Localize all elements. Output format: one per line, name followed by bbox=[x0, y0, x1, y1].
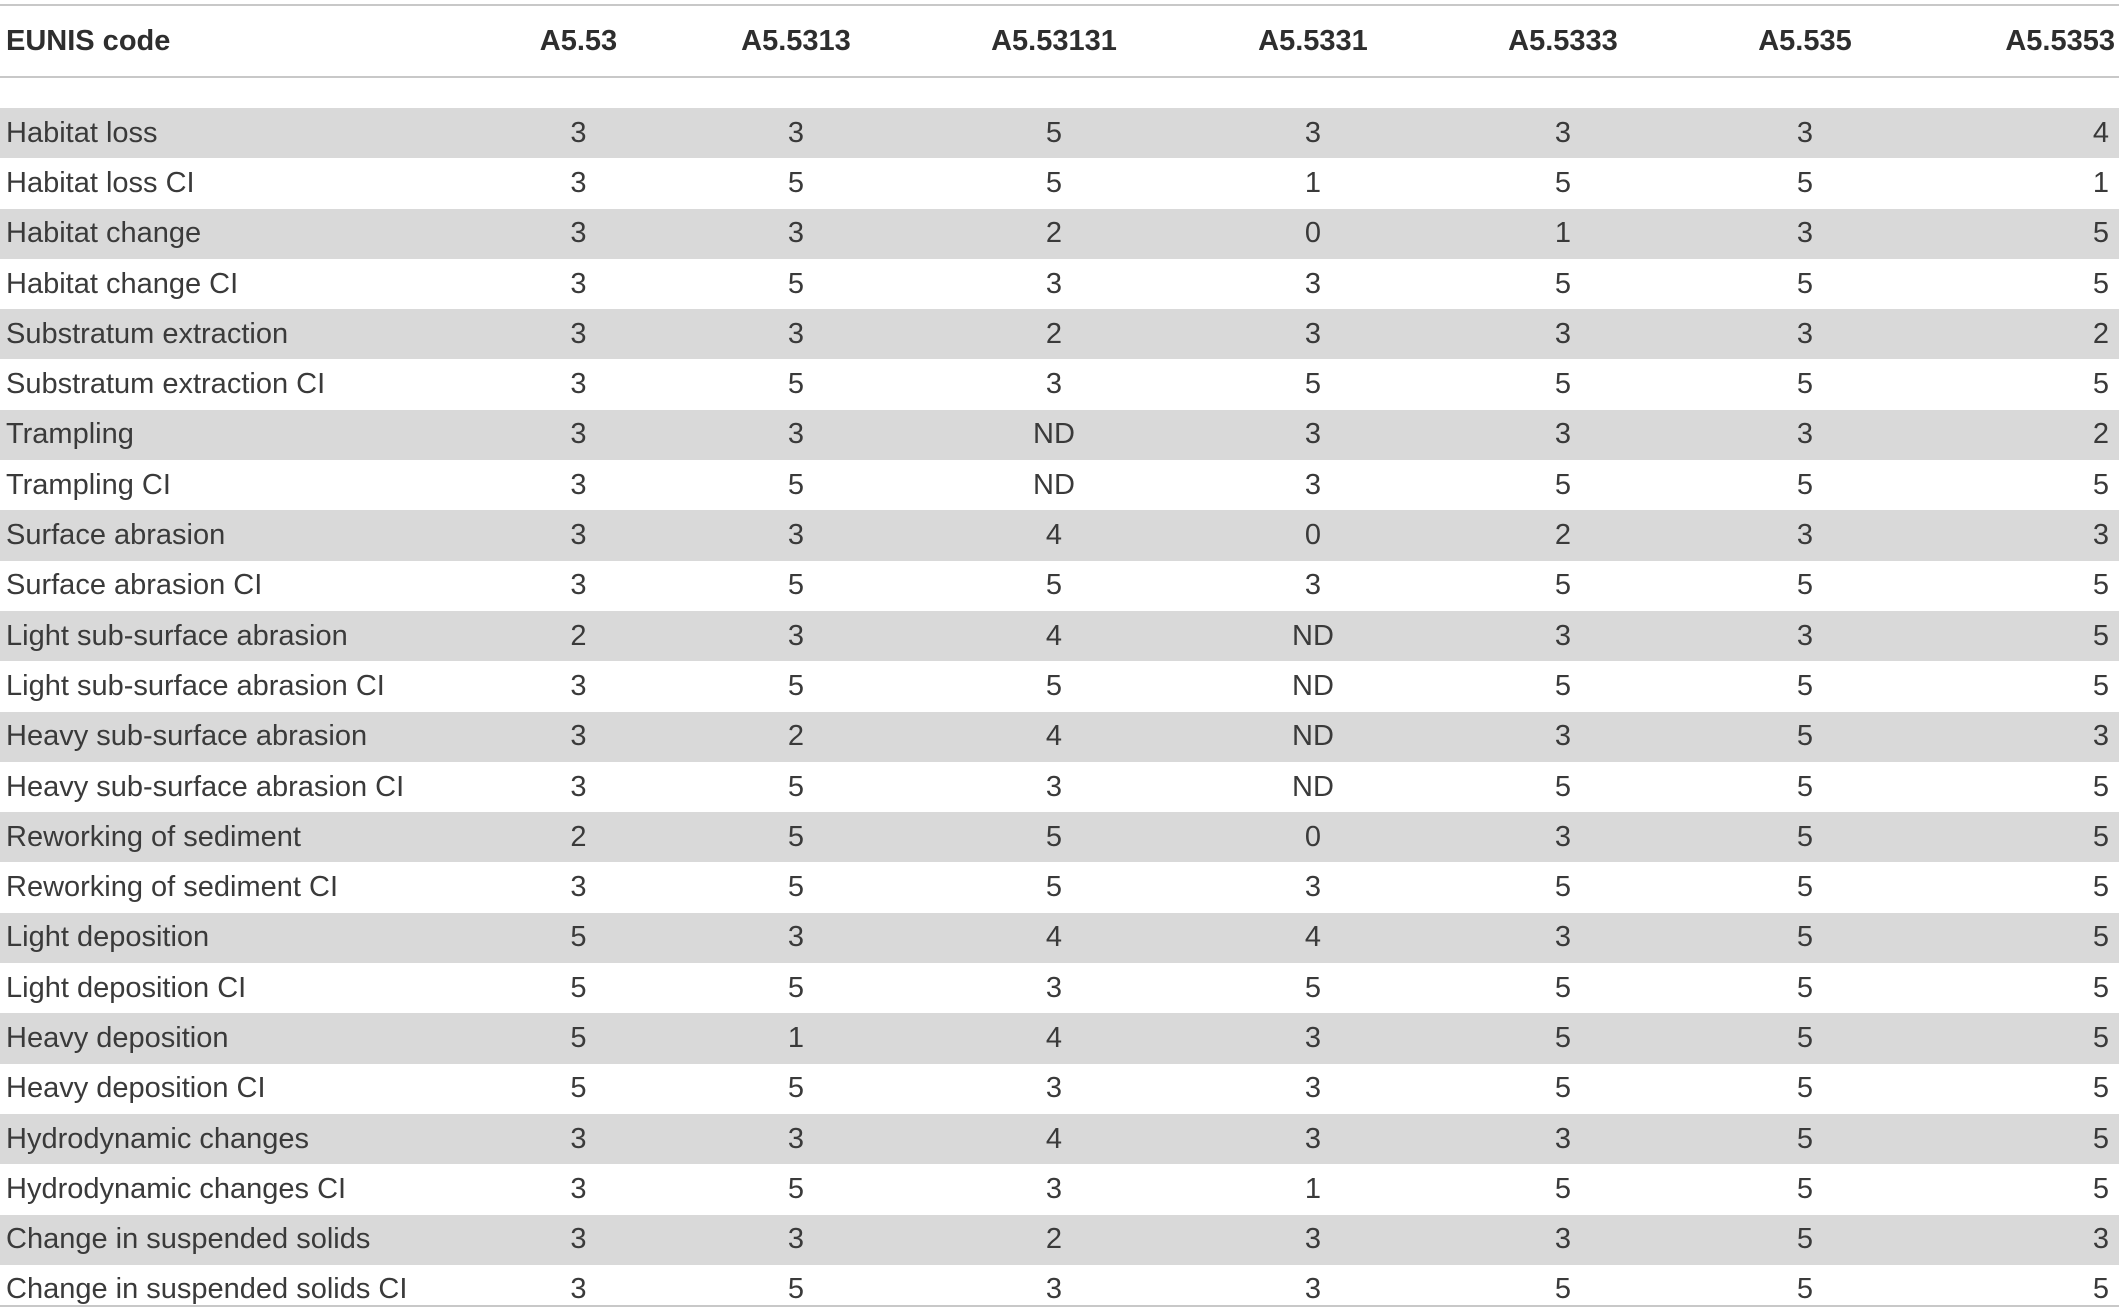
table-cell: 5 bbox=[1304, 971, 1322, 1004]
table-cell: 2 bbox=[915, 1215, 1193, 1265]
table-cell: 5 bbox=[915, 812, 1193, 862]
table-cell: 3 bbox=[480, 309, 677, 359]
table-cell: 5 bbox=[787, 770, 805, 803]
table-cell: 3 bbox=[677, 410, 915, 460]
header-column: A5.5353 bbox=[2005, 24, 2115, 57]
table-cell: 2 bbox=[915, 309, 1193, 359]
table-cell: 5 bbox=[1796, 1172, 1814, 1205]
table-cell: 3 bbox=[1433, 913, 1693, 963]
table-cell: 3 bbox=[570, 1172, 587, 1205]
table-cell: 3 bbox=[1304, 871, 1322, 904]
table-row bbox=[0, 913, 2119, 963]
table-cell: 3 bbox=[570, 871, 587, 904]
row-label: Light sub-surface abrasion CI bbox=[6, 669, 385, 702]
table-row bbox=[0, 1265, 2119, 1315]
table-cell: 5 bbox=[1796, 1072, 1814, 1105]
table-cell: 5 bbox=[1796, 669, 1814, 702]
table-cell: 4 bbox=[915, 1013, 1193, 1063]
table-cell: ND bbox=[1292, 770, 1334, 803]
table-cell: 3 bbox=[1693, 611, 1917, 661]
table-cell: 0 bbox=[1193, 510, 1433, 560]
table-cell: 2 bbox=[677, 712, 915, 762]
table-cell: 5 bbox=[787, 871, 805, 904]
table-cell: 1 bbox=[2092, 166, 2109, 199]
table-cell: 4 bbox=[915, 510, 1193, 560]
row-label: Habitat loss bbox=[0, 108, 480, 158]
table-cell: 5 bbox=[2092, 1072, 2109, 1105]
table-cell: 3 bbox=[1693, 410, 1917, 460]
table-cell: 3 bbox=[1045, 971, 1063, 1004]
header-column: A5.5333 bbox=[1508, 24, 1618, 57]
table-cell: 2 bbox=[480, 611, 677, 661]
row-label: Habitat change bbox=[0, 209, 480, 259]
table-cell: ND bbox=[1193, 712, 1433, 762]
table-cell: 5 bbox=[1045, 871, 1063, 904]
table-cell: 3 bbox=[1045, 1273, 1063, 1306]
table-cell: 3 bbox=[1693, 209, 1917, 259]
table-spacer bbox=[0, 76, 2119, 108]
table-cell: 3 bbox=[1304, 1273, 1322, 1306]
row-label: Heavy sub-surface abrasion bbox=[0, 712, 480, 762]
row-label: Trampling bbox=[0, 410, 480, 460]
table-cell: 3 bbox=[1693, 309, 1917, 359]
table-cell: 5 bbox=[1917, 611, 2119, 661]
row-label: Habitat change CI bbox=[6, 267, 239, 300]
table-cell: 3 bbox=[1193, 108, 1433, 158]
row-label: Surface abrasion bbox=[0, 510, 480, 560]
table-cell: 5 bbox=[1796, 468, 1814, 501]
table-cell: 3 bbox=[480, 510, 677, 560]
table-cell: 3 bbox=[1045, 770, 1063, 803]
table-row bbox=[0, 1013, 2119, 1063]
table-cell: 5 bbox=[1693, 712, 1917, 762]
table-cell: 3 bbox=[1045, 368, 1063, 401]
table-cell: 3 bbox=[570, 770, 587, 803]
table-cell: 3 bbox=[677, 309, 915, 359]
table-row bbox=[0, 862, 2119, 912]
table-cell: 3 bbox=[677, 611, 915, 661]
table-cell: ND bbox=[1292, 669, 1334, 702]
table-cell: 5 bbox=[787, 971, 805, 1004]
table-cell: 2 bbox=[1917, 309, 2119, 359]
header-column: A5.53 bbox=[539, 24, 618, 57]
table-cell: 5 bbox=[1693, 1215, 1917, 1265]
table-cell: 0 bbox=[1193, 209, 1433, 259]
table-row bbox=[0, 1064, 2119, 1114]
table-cell: 3 bbox=[1693, 108, 1917, 158]
table-cell: 3 bbox=[1193, 1013, 1433, 1063]
table-row bbox=[0, 108, 2119, 158]
table-cell: 3 bbox=[480, 1114, 677, 1164]
table-cell: 5 bbox=[1796, 770, 1814, 803]
table-cell: 5 bbox=[1917, 209, 2119, 259]
table-cell: 3 bbox=[677, 1215, 915, 1265]
table-cell: 3 bbox=[1433, 611, 1693, 661]
table-cell: 5 bbox=[1796, 971, 1814, 1004]
table-cell: 5 bbox=[787, 267, 805, 300]
table-body bbox=[0, 76, 2119, 1315]
table-cell: 5 bbox=[1554, 669, 1572, 702]
table-cell: 3 bbox=[1433, 309, 1693, 359]
table-row bbox=[0, 812, 2119, 862]
row-label: Surface abrasion CI bbox=[6, 569, 263, 602]
table-cell: 3 bbox=[570, 569, 587, 602]
table-cell: 5 bbox=[480, 913, 677, 963]
table-cell: 5 bbox=[1917, 1114, 2119, 1164]
table-cell: 5 bbox=[1045, 569, 1063, 602]
table-cell: 3 bbox=[1433, 1215, 1693, 1265]
table-row bbox=[0, 1164, 2119, 1214]
table-row bbox=[0, 1114, 2119, 1164]
table-cell: 5 bbox=[1554, 468, 1572, 501]
table-cell: 5 bbox=[787, 1072, 805, 1105]
row-label: Substratum extraction bbox=[0, 309, 480, 359]
table-cell: 3 bbox=[570, 1273, 587, 1306]
table-row bbox=[0, 661, 2119, 711]
table-cell: 5 bbox=[1554, 368, 1572, 401]
table-cell: 3 bbox=[480, 108, 677, 158]
table-row bbox=[0, 410, 2119, 460]
table-cell: 5 bbox=[1554, 569, 1572, 602]
table-cell: 3 bbox=[1045, 267, 1063, 300]
header-column: A5.5331 bbox=[1258, 24, 1368, 57]
table-cell: 5 bbox=[1554, 770, 1572, 803]
table-row bbox=[0, 510, 2119, 560]
table-cell: 0 bbox=[1193, 812, 1433, 862]
table-cell: 1 bbox=[1304, 1172, 1322, 1205]
table-cell: 3 bbox=[1193, 1114, 1433, 1164]
table-cell: 5 bbox=[1045, 166, 1063, 199]
row-label: Heavy deposition bbox=[0, 1013, 480, 1063]
table-cell: 4 bbox=[1193, 913, 1433, 963]
table-cell: 5 bbox=[2092, 1172, 2109, 1205]
table-cell: 2 bbox=[1917, 410, 2119, 460]
table-cell: 2 bbox=[915, 209, 1193, 259]
table-cell: 5 bbox=[1796, 267, 1814, 300]
table-row bbox=[0, 460, 2119, 510]
table-cell: 5 bbox=[1554, 1172, 1572, 1205]
table-cell: 3 bbox=[1433, 108, 1693, 158]
table-cell: 5 bbox=[1917, 1013, 2119, 1063]
table-cell: 5 bbox=[1433, 1013, 1693, 1063]
table-cell: 5 bbox=[2092, 267, 2109, 300]
row-label: Hydrodynamic changes CI bbox=[6, 1172, 347, 1205]
table-cell: 5 bbox=[1554, 1273, 1572, 1306]
row-label: Hydrodynamic changes bbox=[0, 1114, 480, 1164]
table-cell: 2 bbox=[480, 812, 677, 862]
table-cell: 5 bbox=[2092, 669, 2109, 702]
table-cell: 5 bbox=[480, 1013, 677, 1063]
table-cell: 5 bbox=[2092, 1273, 2109, 1306]
table-cell: 3 bbox=[1304, 569, 1322, 602]
row-label: Trampling CI bbox=[6, 468, 171, 501]
table-cell: 4 bbox=[915, 1114, 1193, 1164]
table-cell: 5 bbox=[1554, 1072, 1572, 1105]
table-cell: 4 bbox=[915, 611, 1193, 661]
table-cell: 3 bbox=[1193, 309, 1433, 359]
table-cell: 5 bbox=[1796, 1273, 1814, 1306]
row-label: Change in suspended solids bbox=[0, 1215, 480, 1265]
table-cell: 1 bbox=[677, 1013, 915, 1063]
table-cell: 2 bbox=[1433, 510, 1693, 560]
table-cell: 3 bbox=[570, 468, 587, 501]
row-label: Substratum extraction CI bbox=[6, 368, 326, 401]
table-cell: 3 bbox=[1193, 1215, 1433, 1265]
table-cell: 3 bbox=[1193, 410, 1433, 460]
table-cell: 3 bbox=[480, 1215, 677, 1265]
table-cell: 5 bbox=[1796, 871, 1814, 904]
row-label: Heavy sub-surface abrasion CI bbox=[6, 770, 405, 803]
table-row bbox=[0, 158, 2119, 208]
table-cell: 5 bbox=[1554, 871, 1572, 904]
table-cell: 5 bbox=[570, 1072, 587, 1105]
table-cell: 5 bbox=[787, 1172, 805, 1205]
table-cell: 5 bbox=[787, 468, 805, 501]
table-row bbox=[0, 762, 2119, 812]
table-cell: ND bbox=[1193, 611, 1433, 661]
table-cell: 5 bbox=[1693, 1013, 1917, 1063]
table-cell: 5 bbox=[1796, 368, 1814, 401]
table-cell: 1 bbox=[1304, 166, 1322, 199]
row-label: Light sub-surface abrasion bbox=[0, 611, 480, 661]
table-cell: 3 bbox=[1433, 812, 1693, 862]
table-cell: 5 bbox=[677, 812, 915, 862]
table-cell: 3 bbox=[1304, 1072, 1322, 1105]
table-cell: 3 bbox=[677, 510, 915, 560]
table-cell: 5 bbox=[787, 669, 805, 702]
table-row bbox=[0, 259, 2119, 309]
table-cell: ND bbox=[1033, 468, 1075, 501]
table-cell: 5 bbox=[915, 108, 1193, 158]
table-cell: 5 bbox=[787, 569, 805, 602]
table-row bbox=[0, 561, 2119, 611]
table-cell: 5 bbox=[1045, 669, 1063, 702]
header-column: A5.53131 bbox=[991, 24, 1117, 57]
table-header-row bbox=[0, 6, 2119, 76]
table-cell: 3 bbox=[570, 267, 587, 300]
table-cell: 5 bbox=[2092, 569, 2109, 602]
table-cell: 3 bbox=[1045, 1172, 1063, 1205]
table-cell: 3 bbox=[1917, 1215, 2119, 1265]
table-cell: 3 bbox=[480, 712, 677, 762]
table-cell: 3 bbox=[1433, 1114, 1693, 1164]
table-cell: 5 bbox=[787, 1273, 805, 1306]
table-cell: 3 bbox=[1433, 410, 1693, 460]
table-cell: 4 bbox=[915, 913, 1193, 963]
table-cell: 3 bbox=[1045, 1072, 1063, 1105]
table-cell: 3 bbox=[1433, 712, 1693, 762]
table-cell: 3 bbox=[677, 1114, 915, 1164]
row-label: Reworking of sediment bbox=[0, 812, 480, 862]
table-cell: 5 bbox=[1917, 913, 2119, 963]
table-cell: 3 bbox=[570, 368, 587, 401]
table-cell: 5 bbox=[2092, 770, 2109, 803]
sensitivity-table bbox=[0, 6, 2119, 1315]
table-row bbox=[0, 712, 2119, 762]
table-cell: 3 bbox=[1304, 468, 1322, 501]
table-cell: 5 bbox=[1917, 812, 2119, 862]
table-row bbox=[0, 1215, 2119, 1265]
table-cell: 5 bbox=[1796, 166, 1814, 199]
table-cell: 5 bbox=[1796, 569, 1814, 602]
table-cell: 3 bbox=[1304, 267, 1322, 300]
table-cell: 5 bbox=[1554, 267, 1572, 300]
table-cell: 5 bbox=[1554, 166, 1572, 199]
table-cell: 3 bbox=[570, 669, 587, 702]
table-cell: 3 bbox=[677, 108, 915, 158]
table-cell: 3 bbox=[677, 913, 915, 963]
row-label: Light deposition bbox=[0, 913, 480, 963]
table-cell: 3 bbox=[677, 209, 915, 259]
row-label: Reworking of sediment CI bbox=[6, 871, 339, 904]
table-cell: 3 bbox=[570, 166, 587, 199]
table-cell: ND bbox=[915, 410, 1193, 460]
table-cell: 3 bbox=[1917, 712, 2119, 762]
table-cell: 5 bbox=[2092, 871, 2109, 904]
table-row bbox=[0, 611, 2119, 661]
table-cell: 5 bbox=[787, 368, 805, 401]
table-cell: 1 bbox=[1433, 209, 1693, 259]
table-cell: 5 bbox=[1554, 971, 1572, 1004]
table-cell: 5 bbox=[2092, 468, 2109, 501]
table-cell: 5 bbox=[787, 166, 805, 199]
table-cell: 5 bbox=[1693, 913, 1917, 963]
table-cell: 5 bbox=[570, 971, 587, 1004]
row-label: Habitat loss CI bbox=[6, 166, 195, 199]
row-label: Change in suspended solids CI bbox=[6, 1273, 408, 1306]
table-row bbox=[0, 963, 2119, 1013]
table-cell: 5 bbox=[1693, 812, 1917, 862]
table-cell: 3 bbox=[1693, 510, 1917, 560]
table-cell: 4 bbox=[915, 712, 1193, 762]
header-eunis-code: EUNIS code bbox=[6, 24, 171, 57]
table-row bbox=[0, 309, 2119, 359]
table-cell: 3 bbox=[480, 209, 677, 259]
row-label: Heavy deposition CI bbox=[6, 1072, 266, 1105]
table-cell: 3 bbox=[480, 410, 677, 460]
table-cell: 5 bbox=[2092, 971, 2109, 1004]
table-row bbox=[0, 359, 2119, 409]
table-cell: 5 bbox=[1693, 1114, 1917, 1164]
table-bottom-rule bbox=[0, 1305, 2119, 1307]
header-column: A5.5313 bbox=[741, 24, 851, 57]
table-cell: 3 bbox=[1917, 510, 2119, 560]
table-cell: 4 bbox=[1917, 108, 2119, 158]
row-label: Light deposition CI bbox=[6, 971, 247, 1004]
header-column: A5.535 bbox=[1758, 24, 1852, 57]
table-row bbox=[0, 209, 2119, 259]
table-cell: 5 bbox=[1304, 368, 1322, 401]
table-cell: 5 bbox=[2092, 368, 2109, 401]
